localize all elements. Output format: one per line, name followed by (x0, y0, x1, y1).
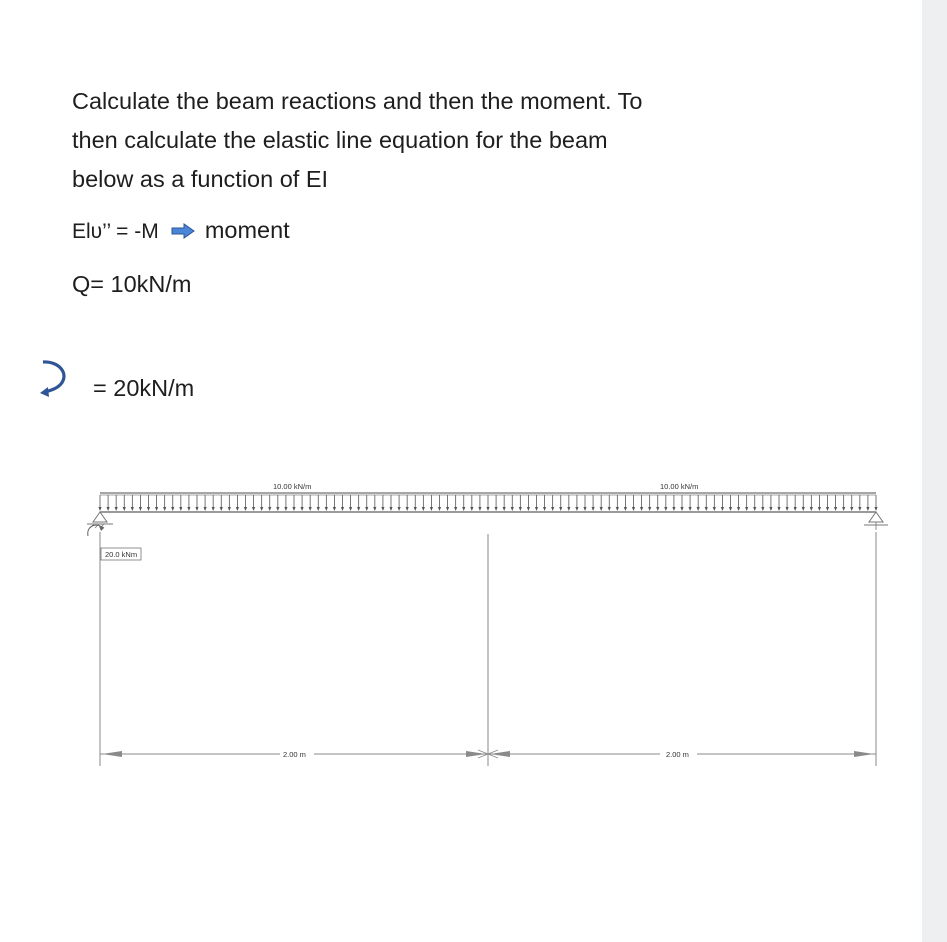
load-arrow-head (139, 507, 142, 511)
load-arrow-head (656, 507, 659, 511)
load-arrow-head (187, 507, 190, 511)
load-arrow-head (179, 507, 182, 511)
load-arrow-head (785, 507, 788, 511)
load-arrow-head (341, 507, 344, 511)
load-arrow-head (155, 507, 158, 511)
load-arrow-head (212, 507, 215, 511)
load-arrow-head (252, 507, 255, 511)
load-arrow-head (511, 507, 514, 511)
load-label-left: 10.00 kN/m (273, 482, 312, 491)
load-arrow-head (608, 507, 611, 511)
load-arrow-head (292, 507, 295, 511)
question-line-3: below as a function of EI (72, 166, 329, 192)
load-arrow-head (680, 507, 683, 511)
load-arrow-head (389, 507, 392, 511)
load-arrow-head (632, 507, 635, 511)
load-arrow-head (422, 507, 425, 511)
load-arrow-head (688, 507, 691, 511)
load-arrow-head (769, 507, 772, 511)
load-arrow-head (486, 507, 489, 511)
load-arrow-head (777, 507, 780, 511)
moment-value: = 20kN/m (93, 375, 195, 401)
load-arrow-head (519, 507, 522, 511)
moment-label: 20.0 kNm (105, 550, 138, 559)
load-arrow-head (131, 507, 134, 511)
load-arrow-head (866, 507, 869, 511)
load-arrow-head (842, 507, 845, 511)
load-arrow-head (672, 507, 675, 511)
load-arrow-head (810, 507, 813, 511)
load-arrow-head (106, 507, 109, 511)
load-arrow-head (244, 507, 247, 511)
load-arrow-head (381, 507, 384, 511)
load-arrow-head (470, 507, 473, 511)
load-arrow-head (648, 507, 651, 511)
load-arrow-head (438, 507, 441, 511)
load-arrow-head (115, 507, 118, 511)
dimension-label-left: 2.00 m (283, 750, 306, 759)
load-top-line (100, 493, 876, 495)
distributed-load-arrows (98, 495, 877, 511)
curved-moment-arrow-icon (36, 357, 76, 405)
elastic-equation-result: moment (204, 217, 290, 243)
load-arrow-head (163, 507, 166, 511)
load-arrow-head (616, 507, 619, 511)
load-arrow-head (203, 507, 206, 511)
load-arrow-head (543, 507, 546, 511)
load-arrow-head (317, 507, 320, 511)
load-arrow-head (503, 507, 506, 511)
elastic-equation-lhs: Elυ’’ = -M (72, 220, 159, 243)
right-arrow-icon (171, 223, 195, 239)
load-arrow-head (567, 507, 570, 511)
load-arrow-head (753, 507, 756, 511)
load-arrow-head (446, 507, 449, 511)
load-arrow-head (325, 507, 328, 511)
load-arrow-head (397, 507, 400, 511)
load-arrow-head (430, 507, 433, 511)
load-arrow-head (664, 507, 667, 511)
load-arrow-head (284, 507, 287, 511)
load-arrow-head (737, 507, 740, 511)
load-arrow-head (624, 507, 627, 511)
load-arrow-head (559, 507, 562, 511)
load-arrow-head (373, 507, 376, 511)
question-line-2: then calculate the elastic line equation for the beam (72, 127, 608, 153)
load-arrow-head (850, 507, 853, 511)
load-arrow-head (818, 507, 821, 511)
load-arrow-head (195, 507, 198, 511)
load-arrow-head (123, 507, 126, 511)
load-arrow-head (462, 507, 465, 511)
load-arrow-head (745, 507, 748, 511)
load-arrow-head (357, 507, 360, 511)
load-arrow-head (713, 507, 716, 511)
load-arrow-head (640, 507, 643, 511)
load-arrow-head (583, 507, 586, 511)
load-arrow-head (551, 507, 554, 511)
load-arrow-head (276, 507, 279, 511)
load-arrow-head (220, 507, 223, 511)
load-arrow-head (260, 507, 263, 511)
load-arrow-head (874, 507, 877, 511)
load-arrow-head (705, 507, 708, 511)
load-arrow-head (171, 507, 174, 511)
load-arrow-head (802, 507, 805, 511)
load-arrow-head (535, 507, 538, 511)
load-arrow-head (414, 507, 417, 511)
load-arrow-head (826, 507, 829, 511)
load-arrow-head (365, 507, 368, 511)
question-line-1: Calculate the beam reactions and then the moment. To (72, 88, 643, 114)
right-roller-support (864, 512, 888, 530)
load-arrow-head (858, 507, 861, 511)
load-arrow-head (697, 507, 700, 511)
load-arrow-head (236, 507, 239, 511)
load-arrow-head (591, 507, 594, 511)
load-arrow-head (300, 507, 303, 511)
load-arrow-head (147, 507, 150, 511)
dimension-label-right: 2.00 m (666, 750, 689, 759)
load-arrow-head (721, 507, 724, 511)
load-arrow-head (268, 507, 271, 511)
load-arrow-head (761, 507, 764, 511)
load-arrow-head (333, 507, 336, 511)
load-arrow-head (406, 507, 409, 511)
load-arrow-head (228, 507, 231, 511)
load-arrow-head (729, 507, 732, 511)
distributed-load-equation: Q= 10kN/m (72, 271, 192, 297)
load-arrow-head (527, 507, 530, 511)
load-arrow-head (478, 507, 481, 511)
load-arrow-head (454, 507, 457, 511)
load-arrow-head (600, 507, 603, 511)
load-arrow-head (834, 507, 837, 511)
load-arrow-head (349, 507, 352, 511)
moment-label-box (101, 548, 141, 560)
load-arrow-head (98, 507, 101, 511)
load-label-right: 10.00 kN/m (660, 482, 699, 491)
load-arrow-head (575, 507, 578, 511)
load-arrow-head (309, 507, 312, 511)
load-arrow-head (494, 507, 497, 511)
beam-drawing (0, 470, 947, 780)
question-paragraph (72, 82, 792, 199)
load-arrow-head (794, 507, 797, 511)
elastic-line-equation (72, 216, 290, 246)
